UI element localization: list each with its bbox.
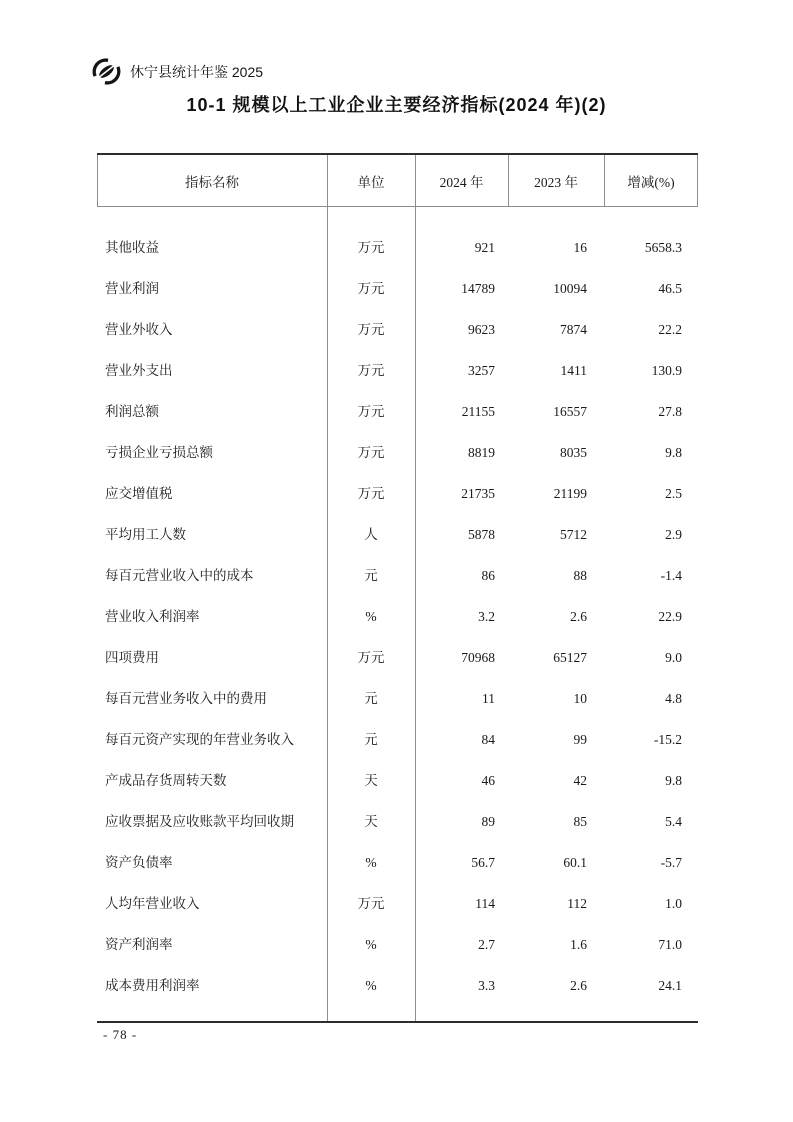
- unit-cell: 天: [364, 814, 378, 829]
- table-row: [97, 596, 698, 637]
- body-grid-line: [415, 207, 416, 1021]
- indicator-name-cell: 亏损企业亏损总额: [105, 445, 213, 460]
- value-2024-cell: 9623: [468, 322, 495, 337]
- value-2023-cell: 112: [567, 896, 587, 911]
- unit-cell: 元: [364, 568, 378, 583]
- indicator-name-cell: 资产利润率: [105, 937, 173, 952]
- unit-cell: 元: [364, 691, 378, 706]
- change-percent-cell: -1.4: [660, 568, 682, 583]
- change-percent-cell: 1.0: [665, 896, 682, 911]
- change-percent-cell: 9.8: [665, 445, 682, 460]
- table-body: [97, 207, 698, 1021]
- table-row: [97, 637, 698, 678]
- value-2024-cell: 2.7: [478, 937, 495, 952]
- value-2024-cell: 56.7: [471, 855, 495, 870]
- indicator-name-cell: 产成品存货周转天数: [105, 773, 227, 788]
- value-2023-cell: 1.6: [570, 937, 587, 952]
- table-row: [97, 268, 698, 309]
- change-percent-cell: 27.8: [658, 404, 682, 419]
- change-percent-cell: 9.0: [665, 650, 682, 665]
- header-grid-line: [697, 155, 698, 206]
- unit-cell: 万元: [357, 281, 385, 296]
- indicator-name-cell: 应收票据及应收账款平均回收期: [105, 814, 294, 829]
- indicator-name-cell: 四项费用: [105, 650, 159, 665]
- value-2023-cell: 85: [573, 814, 587, 829]
- change-percent-cell: -15.2: [653, 732, 682, 747]
- col-header-indicator-name: 指标名称: [185, 174, 239, 190]
- change-percent-cell: -5.7: [660, 855, 682, 870]
- unit-cell: 万元: [357, 363, 385, 378]
- value-2024-cell: 3.2: [478, 609, 495, 624]
- value-2023-cell: 65127: [553, 650, 587, 665]
- indicator-name-cell: 营业利润: [105, 281, 159, 296]
- col-header-2024: 2024 年: [439, 174, 484, 190]
- body-grid-line: [327, 207, 328, 1021]
- change-percent-cell: 5658.3: [644, 240, 682, 255]
- page-title: 10-1 规模以上工业企业主要经济指标(2024 年)(2): [186, 95, 607, 115]
- table-row: [97, 801, 698, 842]
- unit-cell: %: [365, 978, 377, 993]
- indicators-table: [97, 153, 698, 1023]
- unit-cell: 万元: [357, 445, 385, 460]
- value-2024-cell: 8819: [468, 445, 495, 460]
- value-2023-cell: 10094: [553, 281, 587, 296]
- indicator-name-cell: 营业收入利润率: [105, 609, 200, 624]
- header-grid-line: [508, 155, 509, 206]
- value-2023-cell: 2.6: [570, 609, 587, 624]
- page-header: [92, 57, 263, 86]
- yearbook-brand-text: 休宁县统计年鉴 2025: [130, 63, 264, 80]
- unit-cell: 人: [364, 527, 378, 542]
- unit-cell: 万元: [357, 650, 385, 665]
- page-number: - 78 -: [103, 1027, 138, 1042]
- value-2023-cell: 2.6: [570, 978, 587, 993]
- indicator-name-cell: 每百元资产实现的年营业务收入: [105, 732, 294, 747]
- unit-cell: 万元: [357, 322, 385, 337]
- indicator-name-cell: 平均用工人数: [105, 527, 186, 542]
- table-row: [97, 883, 698, 924]
- value-2023-cell: 8035: [560, 445, 587, 460]
- unit-cell: 元: [364, 732, 378, 747]
- header-grid-line: [604, 155, 605, 206]
- indicator-name-cell: 每百元营业收入中的成本: [105, 568, 254, 583]
- col-header-change: 增减(%): [627, 174, 675, 190]
- table-row: [97, 965, 698, 1006]
- table-header-row: [97, 155, 698, 207]
- value-2023-cell: 10: [573, 691, 587, 706]
- value-2024-cell: 84: [481, 732, 495, 747]
- value-2023-cell: 99: [573, 732, 587, 747]
- table-row: [97, 760, 698, 801]
- unit-cell: 万元: [357, 486, 385, 501]
- table-row: [97, 678, 698, 719]
- change-percent-cell: 24.1: [658, 978, 682, 993]
- unit-cell: 天: [364, 773, 378, 788]
- col-header-unit: 单位: [357, 174, 385, 190]
- change-percent-cell: 9.8: [665, 773, 682, 788]
- indicator-name-cell: 其他收益: [105, 240, 159, 255]
- value-2024-cell: 5878: [468, 527, 495, 542]
- indicator-name-cell: 每百元营业务收入中的费用: [105, 691, 267, 706]
- value-2023-cell: 5712: [560, 527, 587, 542]
- change-percent-cell: 2.9: [665, 527, 682, 542]
- value-2024-cell: 921: [474, 240, 495, 255]
- change-percent-cell: 71.0: [658, 937, 682, 952]
- table-row: [97, 309, 698, 350]
- table-row: [97, 473, 698, 514]
- value-2023-cell: 1411: [560, 363, 587, 378]
- value-2023-cell: 21199: [553, 486, 587, 501]
- unit-cell: 万元: [357, 896, 385, 911]
- value-2024-cell: 3257: [468, 363, 495, 378]
- change-percent-cell: 46.5: [658, 281, 682, 296]
- value-2023-cell: 16557: [553, 404, 587, 419]
- indicator-name-cell: 营业外收入: [105, 322, 173, 337]
- indicator-name-cell: 资产负债率: [105, 855, 173, 870]
- table-row: [97, 719, 698, 760]
- unit-cell: %: [365, 609, 377, 624]
- unit-cell: %: [365, 855, 377, 870]
- change-percent-cell: 4.8: [665, 691, 682, 706]
- table-row: [97, 842, 698, 883]
- table-row: [97, 227, 698, 268]
- table-row: [97, 432, 698, 473]
- value-2024-cell: 21155: [461, 404, 495, 419]
- unit-cell: %: [365, 937, 377, 952]
- value-2023-cell: 88: [573, 568, 587, 583]
- table-row: [97, 350, 698, 391]
- value-2024-cell: 114: [475, 896, 495, 911]
- change-percent-cell: 22.2: [658, 322, 682, 337]
- change-percent-cell: 130.9: [651, 363, 682, 378]
- value-2023-cell: 60.1: [563, 855, 587, 870]
- indicator-name-cell: 利润总额: [105, 404, 159, 419]
- indicator-name-cell: 人均年营业收入: [105, 896, 200, 911]
- value-2024-cell: 86: [481, 568, 495, 583]
- yearbook-logo-icon: [92, 57, 121, 86]
- table-row: [97, 514, 698, 555]
- header-grid-line: [327, 155, 328, 206]
- header-grid-line: [415, 155, 416, 206]
- table-row: [97, 924, 698, 965]
- value-2024-cell: 46: [481, 773, 495, 788]
- table-row: [97, 555, 698, 596]
- value-2024-cell: 11: [482, 691, 495, 706]
- unit-cell: 万元: [357, 404, 385, 419]
- value-2024-cell: 14789: [461, 281, 495, 296]
- change-percent-cell: 5.4: [665, 814, 682, 829]
- value-2024-cell: 3.3: [478, 978, 495, 993]
- header-grid-line: [97, 155, 98, 206]
- value-2024-cell: 89: [481, 814, 495, 829]
- value-2023-cell: 42: [573, 773, 587, 788]
- indicator-name-cell: 成本费用利润率: [105, 978, 200, 993]
- table-row: [97, 391, 698, 432]
- value-2024-cell: 21735: [461, 486, 495, 501]
- indicator-name-cell: 营业外支出: [105, 363, 173, 378]
- change-percent-cell: 2.5: [665, 486, 682, 501]
- value-2024-cell: 70968: [461, 650, 495, 665]
- unit-cell: 万元: [357, 240, 385, 255]
- indicator-name-cell: 应交增值税: [105, 486, 173, 501]
- value-2023-cell: 7874: [560, 322, 587, 337]
- col-header-2023: 2023 年: [534, 174, 578, 190]
- value-2023-cell: 16: [573, 240, 587, 255]
- change-percent-cell: 22.9: [658, 609, 682, 624]
